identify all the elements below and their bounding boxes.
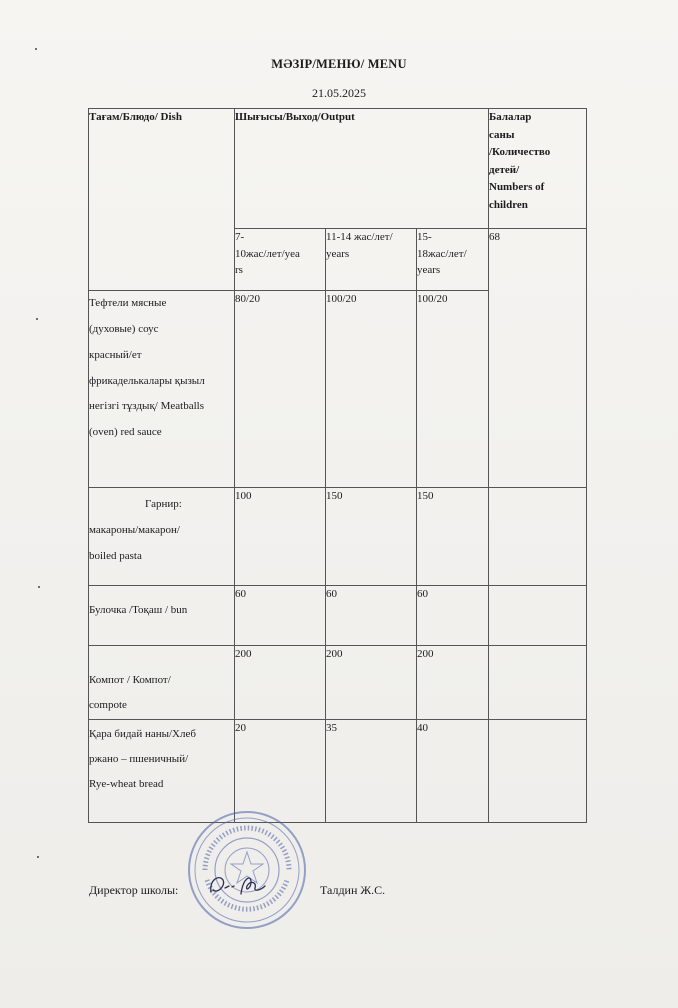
dish-line: негізгі тұздық/ Meatballs [89, 400, 204, 413]
table-row [89, 488, 587, 586]
output-11-14: 150 [326, 488, 417, 586]
scan-speck [35, 48, 37, 50]
dish-cell [89, 719, 235, 822]
output-header: Шығысы/Выход/Output [235, 109, 489, 229]
scan-speck [37, 856, 39, 858]
children-count-header-line: Numbers of [489, 181, 545, 194]
age-group-line: 15- [417, 231, 432, 243]
age-group-line: years [326, 247, 350, 260]
output-7-10: 20 [235, 719, 326, 822]
dish-line: (oven) red sauce [89, 426, 162, 439]
age-group-line: 10жас/лет/yea [235, 247, 300, 260]
table-row [89, 646, 587, 720]
table-header-row [89, 109, 587, 229]
dish-line-text: Гарнир: [145, 498, 182, 510]
director-name: Талдин Ж.С. [320, 883, 386, 897]
dish-line: Компот / Компот/ [89, 674, 171, 686]
dish-header: Тағам/Блюдо/ Dish [89, 109, 235, 291]
dish-line: Тефтели мясные [89, 297, 167, 309]
age-group-line: years [417, 264, 441, 276]
menu-table [88, 108, 587, 823]
age-group-line: 18жас/лет/ [417, 247, 467, 260]
empty-cell [489, 488, 587, 586]
children-count-header-line: Балалар [489, 111, 532, 123]
scan-speck [36, 318, 38, 320]
output-11-14: 100/20 [326, 291, 417, 488]
dish-line: Булочка /Тоқаш / bun [89, 604, 188, 616]
children-count-header-line: саны [489, 128, 515, 141]
output-7-10: 100 [235, 488, 326, 586]
output-11-14: 35 [326, 719, 417, 822]
age-group-line: 11-14 жас/лет/ [326, 231, 393, 243]
output-15-18: 40 [417, 719, 489, 822]
output-7-10: 60 [235, 586, 326, 646]
age-group-line: 7- [235, 231, 245, 243]
dish-line: compote [89, 699, 127, 712]
children-count-value: 68 [489, 229, 587, 488]
age-group-7-10 [235, 229, 326, 291]
children-count-header-line: /Количество [489, 146, 551, 159]
dish-line: макароны/макарон/ [89, 523, 180, 536]
children-count-header-line: детей/ [489, 163, 520, 176]
dish-line: фрикаделькалары қызыл [89, 374, 205, 387]
dish-line: (духовые) соус [89, 322, 159, 335]
signature-icon [205, 868, 275, 902]
scan-speck [38, 586, 40, 588]
output-15-18: 60 [417, 586, 489, 646]
output-15-18: 100/20 [417, 291, 489, 488]
dish-line: Rye-wheat bread [89, 778, 164, 791]
empty-cell [489, 646, 587, 720]
output-7-10: 80/20 [235, 291, 326, 488]
age-group-line: rs [235, 264, 243, 276]
empty-cell [489, 586, 587, 646]
output-7-10: 200 [235, 646, 326, 720]
output-15-18: 150 [417, 488, 489, 586]
dish-line [89, 492, 234, 518]
children-count-header [489, 109, 587, 229]
output-15-18: 200 [417, 646, 489, 720]
output-11-14: 60 [326, 586, 417, 646]
dish-cell [89, 291, 235, 488]
table-row [89, 586, 587, 646]
document-date: 21.05.2025 [312, 86, 366, 100]
dish-cell [89, 646, 235, 720]
children-count-header-line: children [489, 198, 528, 211]
output-11-14: 200 [326, 646, 417, 720]
dish-line: красный/ет [89, 348, 142, 361]
age-group-11-14 [326, 229, 417, 291]
dish-line: boiled pasta [89, 549, 142, 562]
age-group-15-18 [417, 229, 489, 291]
empty-cell [489, 719, 587, 822]
document-title: МӘЗІР/МЕНЮ/ MENU [271, 57, 407, 71]
table-row [89, 719, 587, 822]
dish-cell [89, 488, 235, 586]
dish-line: Қара бидай наны/Хлеб [89, 727, 196, 740]
director-label: Директор школы: [89, 883, 179, 897]
dish-cell [89, 586, 235, 646]
dish-line: ржано – пшеничный/ [89, 752, 189, 765]
